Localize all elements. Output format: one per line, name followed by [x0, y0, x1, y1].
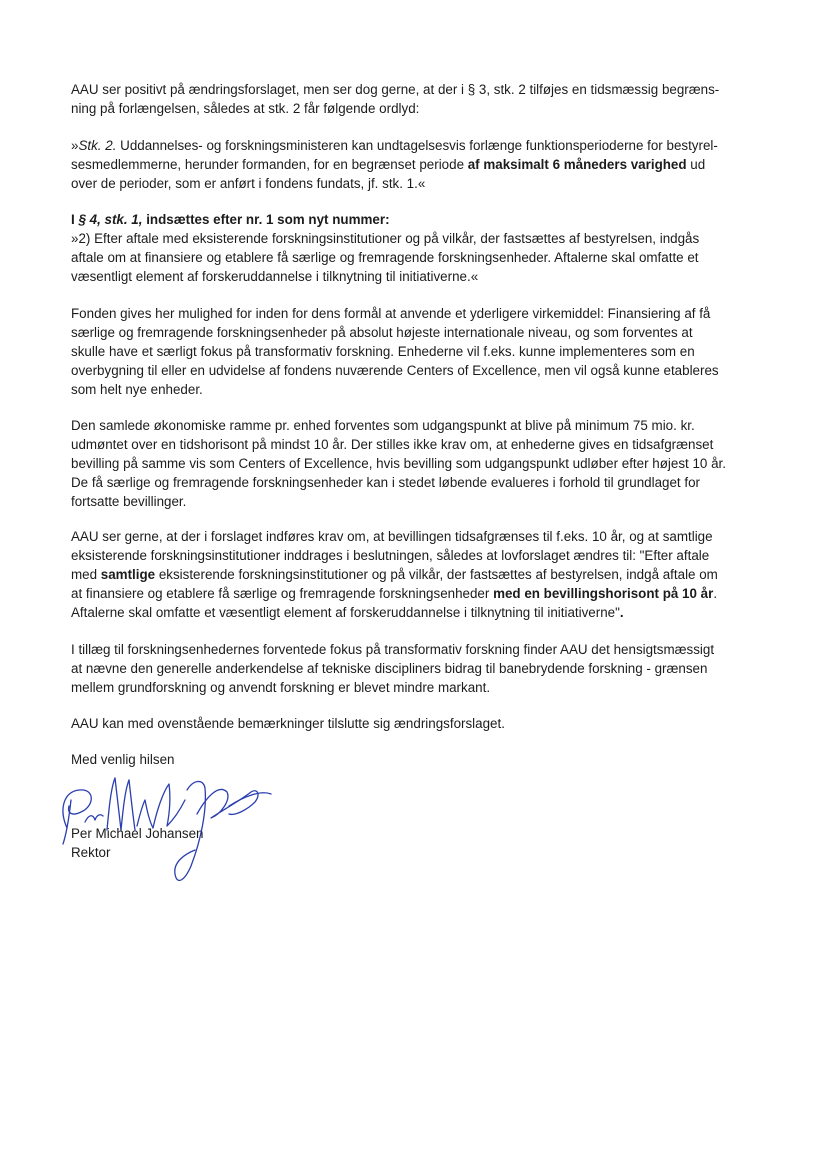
- text-fragment: med: [71, 567, 101, 582]
- text-line: AAU ser gerne, at der i forslaget indføres krav om, at bevillingen tidsafgrænses til f.eks. 10 år, og at samtlige: [71, 529, 713, 544]
- paragraph-intro: [71, 80, 761, 118]
- text-line: mellem grundforskning og anvendt forskning er blevet mindre markant.: [71, 680, 491, 695]
- text-line: De få særlige og fremragende forskningsenheder kan i stedet løbende evalueres i forhold til grundlaget for: [71, 475, 700, 490]
- text-line: Den samlede økonomiske ramme pr. enhed forventes som udgangspunkt at blive på minimum 75 mio. kr.: [71, 418, 695, 433]
- text-line: AAU kan med ovenstående bemærkninger tilslutte sig ændringsforslaget.: [71, 716, 505, 731]
- text-line: ning på forlængelsen, således at stk. 2 får følgende ordlyd:: [71, 101, 420, 116]
- text-line: overbygning til eller en udvidelse af fondens nuværende Centers of Excellence, men vil også kunne etableres: [71, 363, 719, 378]
- section-reference: § 4, stk. 1,: [78, 212, 143, 227]
- emphasis-duration: af maksimalt 6 måneders varighed: [467, 157, 687, 172]
- text-line: skulle have et særligt fokus på transformativ forskning. Enhederne vil f.eks. kunne implementeres som en: [71, 344, 695, 359]
- paragraph-proposed-wording: [71, 136, 761, 193]
- text-line: AAU ser positivt på ændringsforslaget, men ser dog gerne, at der i § 3, stk. 2 tilføjes en tidsmæssig begræns-: [71, 82, 720, 97]
- text-fragment: sesmedlemmerne, herunder formanden, for en begrænset periode: [71, 157, 468, 172]
- text-line: [71, 136, 761, 155]
- text-line: udmøntet over en tidshorisont på mindst 10 år. Der stilles ikke krav om, at enhederne gives en tidsafgrænset: [71, 437, 714, 452]
- text-line: bevilling på samme vis som Centers of Excellence, hvis bevilling som udgangspunkt udløber efter højest 10 år.: [71, 456, 726, 471]
- paragraph-technical-disciplines: [71, 640, 761, 697]
- text-line: væsentligt element af forskeruddannelse i tilknytning til initiativerne.«: [71, 269, 479, 284]
- text-line: Fonden gives her mulighed for inden for dens formål at anvende et yderligere virkemiddel: Finansiering af få: [71, 306, 711, 321]
- text-line: [71, 565, 761, 584]
- text-line: fortsatte bevillinger.: [71, 494, 187, 509]
- text-fragment: .: [713, 586, 718, 601]
- emphasis-samtlige: samtlige: [100, 567, 156, 582]
- text-fragment: I: [71, 212, 79, 227]
- text-line: Med venlig hilsen: [71, 752, 175, 767]
- text-line: [71, 603, 761, 622]
- text-fragment: Aftalerne skal omfatte et væsentligt element af forskeruddannelse i tilknytning til initiativerne": [71, 605, 620, 620]
- quote-mark: »: [71, 138, 79, 153]
- closing-salutation: [71, 750, 761, 769]
- section-heading: [71, 210, 761, 229]
- paragraph-aau-proposal: [71, 527, 761, 622]
- text-line: som helt nye enheder.: [71, 382, 203, 397]
- text-fragment: indsættes efter nr. 1 som nyt nummer:: [142, 212, 390, 227]
- text-fragment: at finansiere og etablere få særlige og fremragende forskningsenheder: [71, 586, 494, 601]
- text-line: [71, 584, 761, 603]
- text-line: særlige og fremragende forskningsenheder på absolut højeste internationale niveau, og som forventes at: [71, 325, 693, 340]
- paragraph-economic-frame: [71, 416, 761, 511]
- text-fragment: Uddannelses- og forskningsministeren kan undtagelsesvis forlænge funktionsperioderne for bestyrel-: [116, 138, 718, 153]
- text-line: [71, 155, 761, 174]
- text-line: I tillæg til forskningsenhedernes forventede fokus på transformativ forskning finder AAU det hensigtsmæssigt: [71, 642, 715, 657]
- paragraph-foundation: [71, 304, 761, 399]
- handwritten-signature-icon: [45, 770, 275, 895]
- text-fragment: .: [619, 605, 624, 620]
- emphasis-horizon: med en bevillingshorisont på 10 år: [493, 586, 714, 601]
- text-fragment: eksisterende forskningsinstitutioner og på vilkår, der fastsættes af bestyrelsen, indgå aftale om: [155, 567, 718, 582]
- text-fragment: ud: [686, 157, 706, 172]
- paragraph-conclusion: [71, 714, 761, 733]
- text-line: aftale om at finansiere og etablere få særlige og fremragende forskningsenheder. Aftalerne skal omfatte et: [71, 250, 699, 265]
- text-line: Rektor: [71, 845, 111, 860]
- heading-line: [71, 210, 761, 229]
- text-line: »2) Efter aftale med eksisterende forskningsinstitutioner og på vilkår, der fastsættes af bestyrelsen, indgås: [71, 231, 700, 246]
- paragraph-new-number: [71, 229, 761, 286]
- text-line: over de perioder, som er anført i fondens fundats, jf. stk. 1.«: [71, 176, 426, 191]
- stk-reference: Stk. 2.: [78, 138, 117, 153]
- text-line: Per Michael Johansen: [71, 826, 204, 841]
- text-line: eksisterende forskningsinstitutioner inddrages i beslutningen, således at lovforslaget ændres til: "Efter aftale: [71, 548, 710, 563]
- text-line: at nævne den generelle anderkendelse af tekniske discipliners bidrag til banebrydende forskning - grænsen: [71, 661, 708, 676]
